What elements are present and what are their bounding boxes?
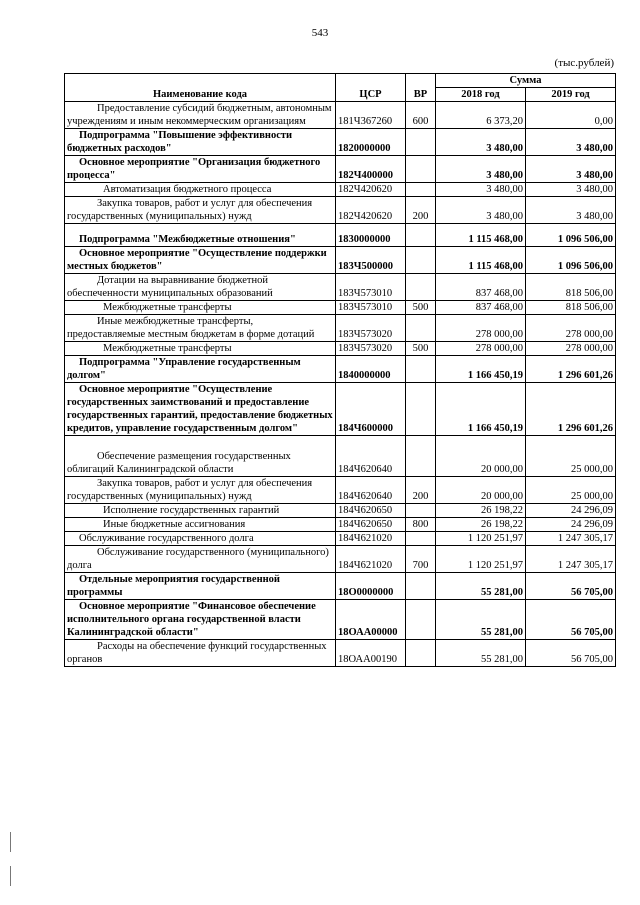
row-vr: [406, 383, 436, 436]
row-2018: 20 000,00: [436, 436, 526, 477]
row-vr: [406, 315, 436, 342]
row-vr: 200: [406, 197, 436, 224]
row-2019: 25 000,00: [526, 477, 616, 504]
row-name: Основное мероприятие "Финансовое обеспечение исполнительного органа государственной власти Калининградской области": [65, 600, 336, 640]
row-csr: 184Ч600000: [336, 383, 406, 436]
page-number: 543: [311, 27, 329, 39]
table-row: [65, 573, 616, 600]
header-sum: Сумма: [436, 74, 616, 88]
scan-edge-mark: [10, 832, 11, 852]
row-2018: 3 480,00: [436, 183, 526, 197]
row-csr: 183Ч573020: [336, 315, 406, 342]
row-csr: 183Ч573010: [336, 274, 406, 301]
row-name: Предоставление субсидий бюджетным, автономным учреждениям и иным некоммерческим организациям: [65, 102, 336, 129]
row-name: Дотации на выравнивание бюджетной обеспеченности муниципальных образований: [65, 274, 336, 301]
row-vr: 600: [406, 102, 436, 129]
row-2019: 3 480,00: [526, 129, 616, 156]
row-csr: 182Ч400000: [336, 156, 406, 183]
row-vr: 500: [406, 342, 436, 356]
row-name: Основное мероприятие "Организация бюджетного процесса": [65, 156, 336, 183]
row-vr: [406, 156, 436, 183]
row-csr: 184Ч620650: [336, 504, 406, 518]
row-2019: 25 000,00: [526, 436, 616, 477]
row-csr: 1840000000: [336, 356, 406, 383]
row-vr: 200: [406, 477, 436, 504]
table-row: [65, 640, 616, 667]
row-2018: 26 198,22: [436, 504, 526, 518]
row-2019: 1 247 305,17: [526, 546, 616, 573]
row-csr: 183Ч500000: [336, 247, 406, 274]
row-name: Подпрограмма "Повышение эффективности бюджетных расходов": [65, 129, 336, 156]
row-name: Межбюджетные трансферты: [65, 342, 336, 356]
row-2018: 837 468,00: [436, 301, 526, 315]
row-name: Подпрограмма "Межбюджетные отношения": [65, 224, 336, 247]
row-csr: 18О0000000: [336, 573, 406, 600]
row-csr: 184Ч620640: [336, 477, 406, 504]
table-row: [65, 102, 616, 129]
row-2018: 55 281,00: [436, 573, 526, 600]
row-vr: 500: [406, 301, 436, 315]
row-2018: 1 120 251,97: [436, 532, 526, 546]
row-csr: 1830000000: [336, 224, 406, 247]
row-2018: 55 281,00: [436, 640, 526, 667]
row-2019: 1 296 601,26: [526, 356, 616, 383]
row-name: Расходы на обеспечение функций государственных органов: [65, 640, 336, 667]
row-vr: [406, 247, 436, 274]
row-2019: 56 705,00: [526, 573, 616, 600]
row-name: Межбюджетные трансферты: [65, 301, 336, 315]
table-row: [65, 600, 616, 640]
row-name: Закупка товаров, работ и услуг для обеспечения государственных (муниципальных) нужд: [65, 477, 336, 504]
table-row: [65, 356, 616, 383]
row-2018: 1 120 251,97: [436, 546, 526, 573]
row-2019: 1 096 506,00: [526, 247, 616, 274]
row-csr: 1820000000: [336, 129, 406, 156]
row-2019: 24 296,09: [526, 504, 616, 518]
row-csr: 18ОАА00000: [336, 600, 406, 640]
row-2018: 837 468,00: [436, 274, 526, 301]
row-2019: 818 506,00: [526, 274, 616, 301]
row-2019: 24 296,09: [526, 518, 616, 532]
row-vr: 700: [406, 546, 436, 573]
row-vr: [406, 436, 436, 477]
header-2018: 2018 год: [436, 88, 526, 102]
budget-table: [64, 73, 616, 667]
table-row: [65, 546, 616, 573]
header-vr: ВР: [406, 74, 436, 102]
row-vr: 800: [406, 518, 436, 532]
row-2018: 3 480,00: [436, 129, 526, 156]
row-2018: 278 000,00: [436, 342, 526, 356]
table-row: [65, 342, 616, 356]
table-row: [65, 301, 616, 315]
row-csr: 184Ч620650: [336, 518, 406, 532]
row-vr: [406, 504, 436, 518]
row-name: Обслуживание государственного долга: [65, 532, 336, 546]
row-2018: 3 480,00: [436, 156, 526, 183]
row-2019: 818 506,00: [526, 301, 616, 315]
row-vr: [406, 356, 436, 383]
row-2018: 6 373,20: [436, 102, 526, 129]
row-2019: 56 705,00: [526, 640, 616, 667]
row-2019: 3 480,00: [526, 197, 616, 224]
row-csr: 181Ч367260: [336, 102, 406, 129]
row-vr: [406, 600, 436, 640]
row-csr: 182Ч420620: [336, 197, 406, 224]
row-vr: [406, 274, 436, 301]
row-2019: 278 000,00: [526, 342, 616, 356]
row-2018: 1 166 450,19: [436, 356, 526, 383]
row-vr: [406, 183, 436, 197]
row-2018: 20 000,00: [436, 477, 526, 504]
table-row: [65, 224, 616, 247]
table-row: [65, 532, 616, 546]
table-row: [65, 247, 616, 274]
scan-edge-mark: [10, 866, 11, 886]
row-vr: [406, 224, 436, 247]
units-label: (тыс.рублей): [554, 57, 614, 69]
row-csr: 18ОАА00190: [336, 640, 406, 667]
table-row: [65, 183, 616, 197]
table-row: [65, 156, 616, 183]
table-row: [65, 315, 616, 342]
header-csr: ЦСР: [336, 74, 406, 102]
row-2018: 278 000,00: [436, 315, 526, 342]
table-row: [65, 518, 616, 532]
row-2019: 1 296 601,26: [526, 383, 616, 436]
row-2018: 3 480,00: [436, 197, 526, 224]
row-name: Автоматизация бюджетного процесса: [65, 183, 336, 197]
header-2019: 2019 год: [526, 88, 616, 102]
row-name: Основное мероприятие "Осуществление поддержки местных бюджетов": [65, 247, 336, 274]
row-vr: [406, 640, 436, 667]
row-vr: [406, 532, 436, 546]
table-row: [65, 129, 616, 156]
table-row: [65, 197, 616, 224]
row-name: Иные бюджетные ассигнования: [65, 518, 336, 532]
row-csr: 183Ч573010: [336, 301, 406, 315]
row-2019: 56 705,00: [526, 600, 616, 640]
row-csr: 183Ч573020: [336, 342, 406, 356]
table-row: [65, 383, 616, 436]
row-name: Основное мероприятие "Осуществление государственных заимствований и предоставление государственных гарантий, предоставление бюджетных кредитов, управление государственным долгом": [65, 383, 336, 436]
row-2019: 3 480,00: [526, 156, 616, 183]
row-csr: 184Ч621020: [336, 546, 406, 573]
table-row: [65, 274, 616, 301]
row-csr: 184Ч620640: [336, 436, 406, 477]
row-2019: 3 480,00: [526, 183, 616, 197]
row-name: Отдельные мероприятия государственной программы: [65, 573, 336, 600]
row-2018: 1 115 468,00: [436, 224, 526, 247]
row-vr: [406, 129, 436, 156]
row-2018: 26 198,22: [436, 518, 526, 532]
row-2019: 1 247 305,17: [526, 532, 616, 546]
row-vr: [406, 573, 436, 600]
row-name: Исполнение государственных гарантий: [65, 504, 336, 518]
row-name: Обеспечение размещения государственных облигаций Калининградской области: [65, 436, 336, 477]
header-name: Наименование кода: [65, 74, 336, 102]
row-csr: 184Ч621020: [336, 532, 406, 546]
table-row: [65, 504, 616, 518]
row-2019: 1 096 506,00: [526, 224, 616, 247]
row-name: Обслуживание государственного (муниципального) долга: [65, 546, 336, 573]
table-row: [65, 477, 616, 504]
row-2018: 55 281,00: [436, 600, 526, 640]
table-row: [65, 436, 616, 477]
row-2019: 0,00: [526, 102, 616, 129]
row-2018: 1 166 450,19: [436, 383, 526, 436]
row-2019: 278 000,00: [526, 315, 616, 342]
row-csr: 182Ч420620: [336, 183, 406, 197]
row-name: Подпрограмма "Управление государственным долгом": [65, 356, 336, 383]
row-name: Иные межбюджетные трансферты, предоставляемые местным бюджетам в форме дотаций: [65, 315, 336, 342]
row-2018: 1 115 468,00: [436, 247, 526, 274]
row-name: Закупка товаров, работ и услуг для обеспечения государственных (муниципальных) нужд: [65, 197, 336, 224]
